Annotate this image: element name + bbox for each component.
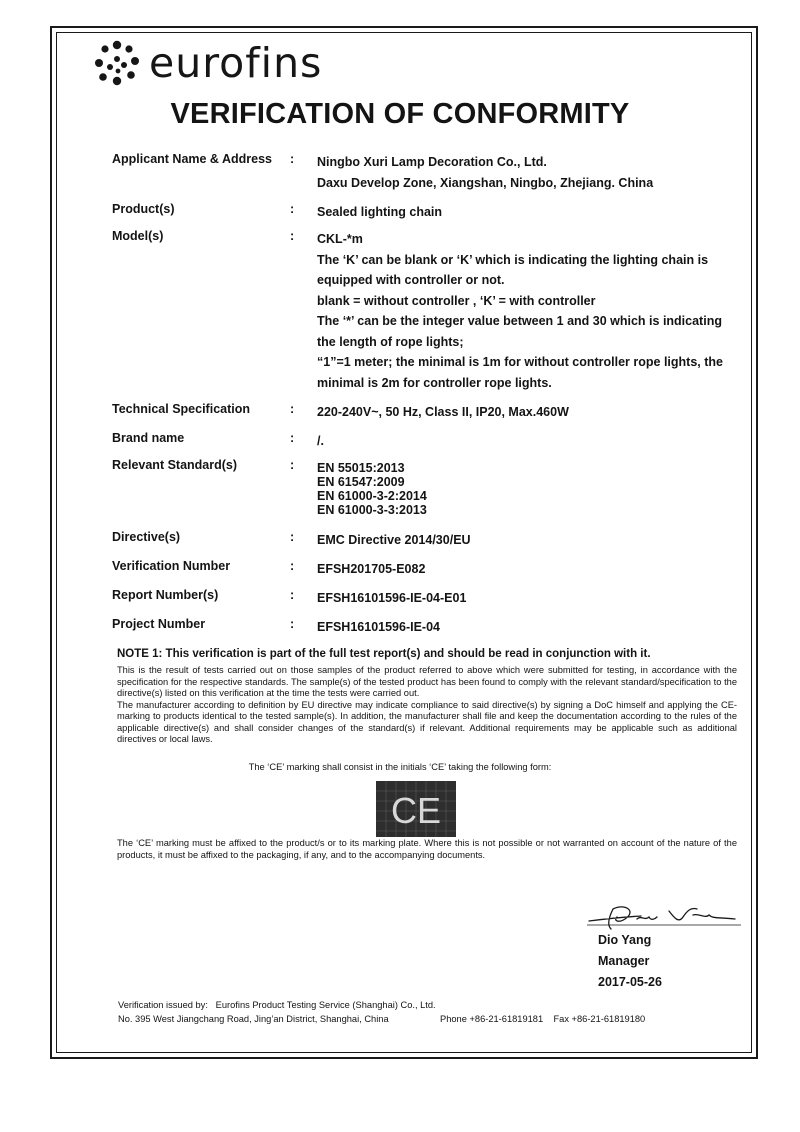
- ce-caption: The ‘CE’ marking shall consist in the initials ‘CE’ taking the following form:: [248, 762, 552, 772]
- value-line: EN 61547:2009: [317, 475, 405, 489]
- signatory-date: 2017-05-26: [598, 975, 662, 989]
- field-value: [317, 530, 742, 551]
- ce-affix-note: The ‘CE’ marking must be affixed to the product/s or to its marking plate. Where this is not possible or not warranted on account of the nature of the products, it must be affixed to the packaging, if any, and to the accompanying documents.: [117, 838, 737, 860]
- field-label: Relevant Standard(s): [112, 458, 238, 472]
- value-line: EN 61000-3-2:2014: [317, 489, 427, 503]
- ce-mark-icon: [376, 781, 456, 837]
- value-line: 220-240V~, 50 Hz, Class II, IP20, Max.460W: [317, 405, 569, 419]
- value-line: Ningbo Xuri Lamp Decoration Co., Ltd.: [317, 155, 547, 169]
- field-colon: :: [290, 588, 295, 602]
- signatory-block: [598, 930, 662, 993]
- ce-mark: [376, 781, 456, 837]
- field-label: Technical Specification: [112, 402, 251, 416]
- field-value: [317, 229, 742, 393]
- field-value: [317, 461, 742, 517]
- field-label: Verification Number: [112, 559, 231, 573]
- footer: [118, 998, 738, 1026]
- note-paragraph: This is the result of tests carried out on those samples of the product referred to above which were submitted for testing, in accordance with the specification for the respective standards. The sample(s) of the tested product has been found to comply with the relevant standard/specification to the directive(s) listed on this verification at the time the tests were carried out.: [117, 665, 737, 698]
- value-line: “1”=1 meter; the minimal is 1m for without controller rope lights, the minimal is 2m for controller rope lights.: [317, 355, 723, 390]
- note-body: [117, 665, 737, 746]
- logo-wordmark: eurofins: [149, 38, 323, 87]
- value-line: CKL-*m: [317, 232, 363, 246]
- field-value: [317, 202, 742, 223]
- value-line: EN 55015:2013: [317, 461, 405, 475]
- field-label: Brand name: [112, 431, 185, 445]
- field-value: [317, 617, 742, 638]
- footer-address: No. 395 West Jiangchang Road, Jing’an District, Shanghai, China: [118, 1014, 389, 1024]
- field-colon: :: [290, 530, 295, 544]
- note-paragraph: The manufacturer according to definition by EU directive may indicate compliance to said directive(s) by signing a DoC himself and applying the CE-marking to products identical to the tested sample(s). In addition, the manufacturer shall file and keep the documentation according to the rules of the applicable directive(s) and shall consider changes of the standard(s) if relevant. Additional requirements may be applicable such as additional directives or local laws.: [117, 699, 737, 744]
- field-value: [317, 559, 742, 580]
- field-value: [317, 431, 742, 452]
- field-label: Product(s): [112, 202, 175, 216]
- document-title: VERIFICATION OF CONFORMITY: [170, 98, 630, 130]
- field-value: [317, 588, 742, 609]
- value-line: Daxu Develop Zone, Xiangshan, Ningbo, Zhejiang. China: [317, 175, 654, 190]
- field-colon: :: [290, 229, 295, 243]
- value-line: The ‘*’ can be the integer value between 1 and 30 which is indicating the length of rope lights;: [317, 314, 722, 349]
- field-colon: :: [290, 202, 295, 216]
- field-colon: :: [290, 559, 295, 573]
- field-colon: :: [290, 152, 295, 166]
- eurofins-logo: [93, 38, 322, 88]
- signatory-name: Dio Yang: [598, 933, 652, 947]
- footer-issued-by: Verification issued by: Eurofins Product Testing Service (Shanghai) Co., Ltd.: [118, 1000, 436, 1010]
- signature-icon: [585, 897, 745, 933]
- eurofins-dots-logo-icon: [93, 39, 141, 87]
- field-value: [317, 402, 742, 423]
- field-colon: :: [290, 431, 295, 445]
- value-line: EFSH16101596-IE-04: [317, 620, 440, 634]
- field-colon: :: [290, 458, 295, 472]
- field-label: Model(s): [112, 229, 164, 243]
- footer-phone-fax: Phone +86-21-61819181 Fax +86-21-61819180: [440, 1014, 646, 1024]
- value-line: EMC Directive 2014/30/EU: [317, 533, 471, 547]
- value-line: EN 61000-3-3:2013: [317, 503, 427, 517]
- value-line: Sealed lighting chain: [317, 205, 443, 219]
- value-line: EFSH16101596-IE-04-E01: [317, 591, 467, 605]
- field-label: Report Number(s): [112, 588, 219, 602]
- field-label: Project Number: [112, 617, 206, 631]
- ce-mark-letters: CE: [390, 790, 442, 831]
- field-colon: :: [290, 402, 295, 416]
- field-label: Applicant Name & Address: [112, 152, 272, 166]
- field-value: [317, 152, 742, 193]
- value-line: EFSH201705-E082: [317, 562, 426, 576]
- value-line: The ‘K’ can be blank or ‘K’ which is indicating the lighting chain is equipped with controller or not.: [317, 252, 709, 287]
- value-line: /.: [317, 434, 324, 448]
- field-colon: :: [290, 617, 295, 631]
- field-label: Directive(s): [112, 530, 181, 544]
- note-title: NOTE 1: This verification is part of the full test report(s) and should be read in conjunction with it.: [117, 648, 651, 660]
- signatory-role: Manager: [598, 954, 650, 968]
- value-line: blank = without controller , ‘K’ = with controller: [317, 293, 596, 308]
